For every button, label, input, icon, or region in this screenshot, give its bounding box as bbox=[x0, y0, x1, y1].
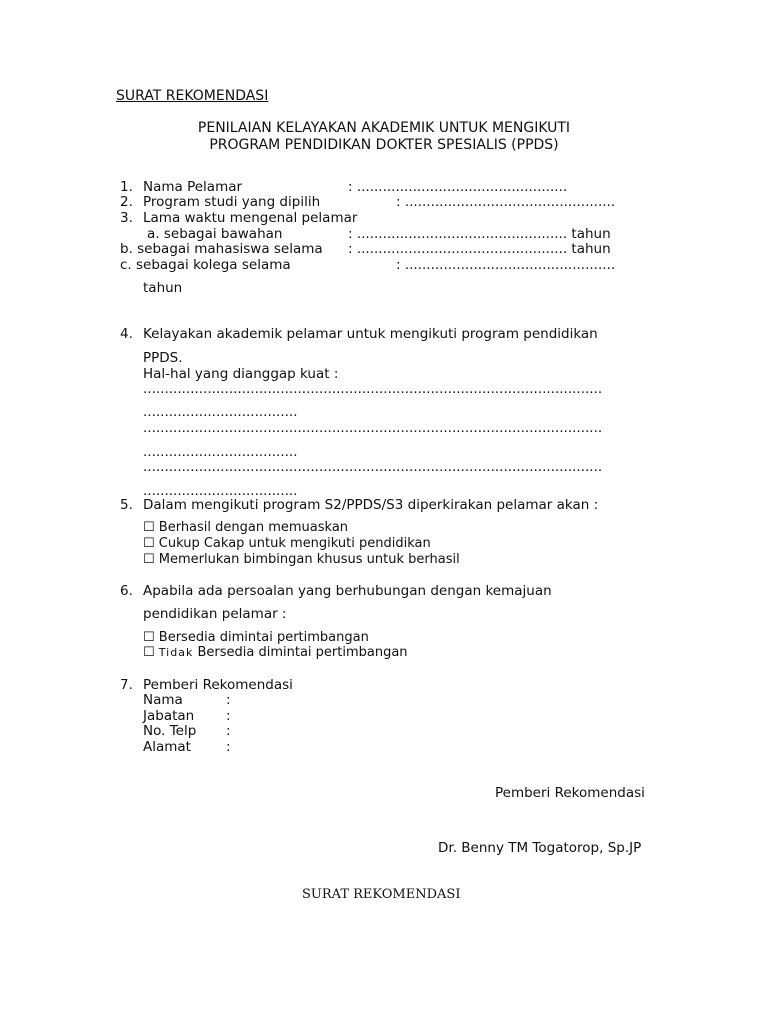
field-telp-label: No. Telp bbox=[143, 723, 197, 739]
item-4-line-2: PPDS. bbox=[143, 350, 183, 366]
field-nama-colon: : bbox=[226, 692, 231, 708]
item-6-option-1[interactable]: ☐ Bersedia dimintai pertimbangan bbox=[143, 630, 369, 645]
field-jabatan-label: Jabatan bbox=[143, 708, 195, 724]
dotted-line-short: .................................... bbox=[143, 483, 298, 499]
item-2-label: Program studi yang dipilih bbox=[143, 194, 321, 210]
item-4-number: 4. bbox=[120, 326, 133, 342]
item-3-label: Lama waktu mengenal pelamar bbox=[143, 210, 358, 226]
item-5-number: 5. bbox=[120, 497, 133, 513]
item-1-value: : ................................................. bbox=[348, 179, 568, 195]
item-3c-unit: tahun bbox=[143, 280, 183, 296]
item-3a-label: a. sebagai bawahan bbox=[147, 226, 283, 242]
field-jabatan-colon: : bbox=[226, 708, 231, 724]
dotted-line-long: ........................................................................................................... bbox=[143, 459, 603, 475]
field-telp-colon: : bbox=[226, 723, 231, 739]
item-6-number: 6. bbox=[120, 583, 133, 599]
item-6-line-1: Apabila ada persoalan yang berhubungan dengan kemajuan bbox=[143, 583, 552, 599]
item-3-number: 3. bbox=[120, 210, 133, 226]
dotted-line-long: ........................................................................................................... bbox=[143, 381, 603, 397]
item-1-label: Nama Pelamar bbox=[143, 179, 243, 195]
checkbox-icon: ☐ bbox=[143, 645, 155, 660]
item-6-option-2[interactable] bbox=[143, 645, 408, 661]
item-4-line-3: Hal-hal yang dianggap kuat : bbox=[143, 366, 339, 382]
heading-line-1: PENILAIAN KELAYAKAN AKADEMIK UNTUK MENGIKUTI bbox=[197, 120, 571, 136]
item-6-line-2: pendidikan pelamar : bbox=[143, 606, 287, 622]
field-nama-label: Nama bbox=[143, 692, 183, 708]
item-5-option-3[interactable]: ☐ Memerlukan bimbingan khusus untuk berhasil bbox=[143, 552, 460, 567]
item-3a-value: : ................................................. tahun bbox=[348, 226, 611, 242]
item-3b-label: b. sebagai mahasiswa selama bbox=[120, 241, 323, 257]
document-title: SURAT REKOMENDASI bbox=[116, 88, 269, 104]
dotted-line-short: .................................... bbox=[143, 404, 298, 420]
item-5-text: Dalam mengikuti program S2/PPDS/S3 diperkirakan pelamar akan : bbox=[143, 497, 599, 513]
item-3b-value: : ................................................. tahun bbox=[348, 241, 611, 257]
signature-name: Dr. Benny TM Togatorop, Sp.JP bbox=[438, 840, 642, 856]
footer-title: SURAT REKOMENDASI bbox=[302, 887, 461, 902]
item-5-option-1[interactable]: ☐ Berhasil dengan memuaskan bbox=[143, 520, 349, 535]
item-1-number: 1. bbox=[120, 179, 133, 195]
item-7-label: Pemberi Rekomendasi bbox=[143, 677, 293, 693]
item-5-option-2[interactable]: ☐ Cukup Cakap untuk mengikuti pendidikan bbox=[143, 536, 431, 551]
dotted-line-long: ........................................................................................................... bbox=[143, 420, 603, 436]
heading-line-2: PROGRAM PENDIDIKAN DOKTER SPESIALIS (PPDS) bbox=[209, 137, 559, 153]
item-2-number: 2. bbox=[120, 194, 133, 210]
field-alamat-colon: : bbox=[226, 739, 231, 755]
field-alamat-label: Alamat bbox=[143, 739, 191, 755]
item-2-value: : ................................................. bbox=[396, 194, 616, 210]
item-4-line-1: Kelayakan akademik pelamar untuk mengikuti program pendidikan bbox=[143, 326, 598, 342]
dotted-line-short: .................................... bbox=[143, 444, 298, 460]
item-7-number: 7. bbox=[120, 677, 133, 693]
item-6-option-2-text: Bersedia dimintai pertimbangan bbox=[197, 645, 408, 660]
tidak-label: Tidak bbox=[158, 646, 194, 659]
item-3c-label: c. sebagai kolega selama bbox=[120, 257, 291, 273]
signature-title: Pemberi Rekomendasi bbox=[495, 785, 645, 801]
item-3c-value: : ................................................. bbox=[396, 257, 616, 273]
